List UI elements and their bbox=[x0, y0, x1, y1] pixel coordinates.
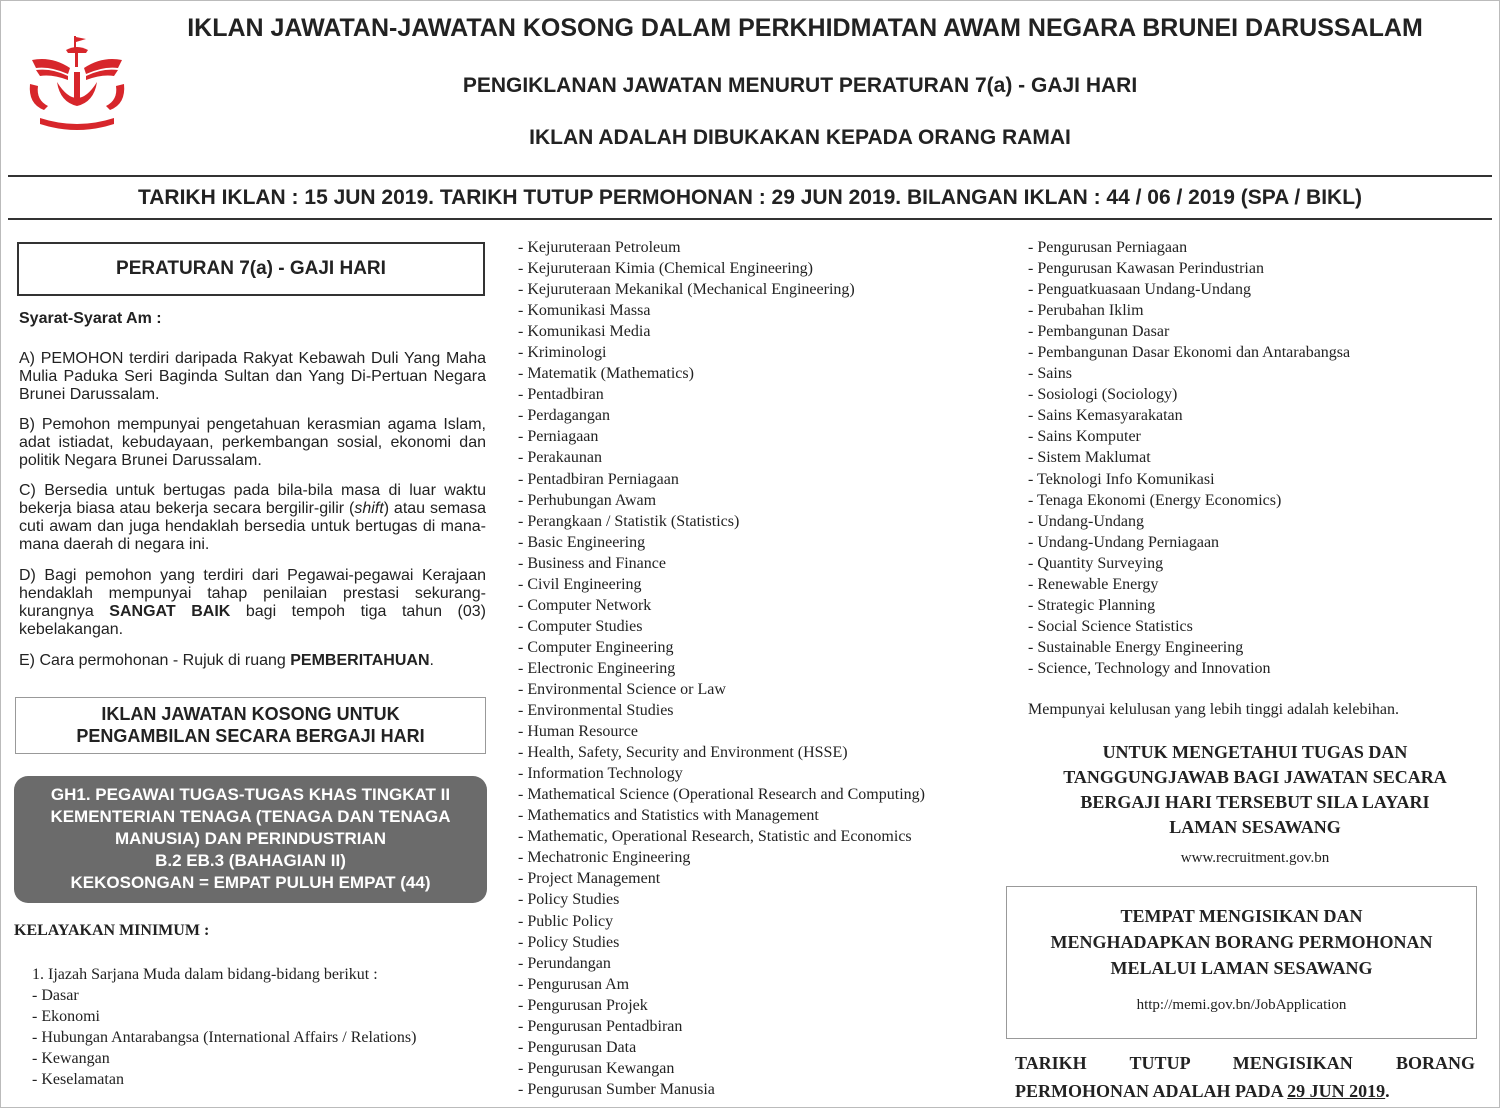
list-item: - Information Technology bbox=[518, 765, 683, 783]
regulation-box: PERATURAN 7(a) - GAJI HARI bbox=[17, 242, 485, 296]
list-item: - Pengurusan Perniagaan bbox=[1028, 239, 1188, 256]
list-item: - Pengurusan Data bbox=[518, 1038, 637, 1056]
position-line: KEMENTERIAN TENAGA (TENAGA DAN TENAGA bbox=[50, 807, 451, 826]
list-item: - Sustainable Energy Engineering bbox=[1028, 638, 1244, 656]
list-item: - Mathematics and Statistics with Management bbox=[518, 807, 819, 825]
list-item: - Pengurusan Kawasan Perindustrian bbox=[1028, 260, 1264, 278]
vacancy-notice-line-2: PENGAMBILAN SECARA BERGAJI HARI bbox=[76, 726, 425, 746]
position-line: B.2 EB.3 (BAHAGIAN II) bbox=[155, 851, 346, 870]
list-item: - Pengurusan Projek bbox=[518, 996, 648, 1014]
list-item: - Basic Engineering bbox=[518, 533, 646, 551]
list-item: - Social Science Statistics bbox=[1028, 617, 1193, 635]
qualification-list-left bbox=[14, 964, 416, 1090]
list-item: - Pentadbiran bbox=[518, 386, 604, 404]
requirement-d-text-1: D) Bagi pemohon yang terdiri dari Pegawai-pegawai Kerajaan hendaklah mempunyai tahap penilaian prestasi sekurang-kurangnya bbox=[19, 567, 486, 620]
list-item: - Mechatronic Engineering bbox=[518, 849, 691, 867]
list-item: - Environmental Science or Law bbox=[518, 680, 726, 698]
position-line: KEKOSONGAN = EMPAT PULUH EMPAT (44) bbox=[70, 873, 431, 892]
list-item: - Human Resource bbox=[518, 723, 638, 741]
duties-info-line: UNTUK MENGETAHUI TUGAS DAN bbox=[1102, 742, 1408, 762]
brunei-crest-icon bbox=[22, 34, 132, 134]
application-box-line: MENGHADAPKAN BORANG PERMOHONAN bbox=[1050, 932, 1433, 952]
page-subtitle-public: IKLAN ADALAH DIBUKAKAN KEPADA ORANG RAMAI bbox=[529, 126, 1071, 149]
list-item: - Strategic Planning bbox=[1028, 596, 1156, 614]
list-intro: 1. Ijazah Sarjana Muda dalam bidang-bidang berikut : bbox=[32, 966, 378, 983]
requirement-d-bold: SANGAT BAIK bbox=[109, 603, 231, 620]
requirement-e bbox=[19, 652, 486, 670]
list-item: - Pentadbiran Perniagaan bbox=[518, 470, 679, 488]
list-item: - Tenaga Ekonomi (Energy Economics) bbox=[1028, 491, 1282, 509]
requirement-a: A) PEMOHON terdiri daripada Rakyat Kebawah Duli Yang Maha Mulia Paduka Seri Baginda Sultan dan Yang Di-Pertuan Negara Brunei Darussalam. bbox=[19, 350, 486, 403]
duties-info-line: BERGAJI HARI TERSEBUT SILA LAYARI bbox=[1080, 792, 1430, 812]
closing-notice-suffix: . bbox=[1385, 1081, 1390, 1101]
list-item: - Sains Komputer bbox=[1028, 428, 1141, 446]
minimum-qualification-heading: KELAYAKAN MINIMUM : bbox=[14, 922, 210, 939]
requirement-c-italic: shift bbox=[354, 500, 384, 517]
list-item: - Perangkaan / Statistik (Statistics) bbox=[518, 512, 740, 530]
list-item: - Pengurusan Kewangan bbox=[518, 1059, 675, 1077]
recruitment-website-link[interactable]: www.recruitment.gov.bn bbox=[1180, 850, 1330, 866]
duties-info-line: LAMAN SESAWANG bbox=[1169, 817, 1341, 837]
vacancy-notice-line-1: IKLAN JAWATAN KOSONG UNTUK bbox=[101, 704, 400, 724]
list-item: - Sains bbox=[1028, 365, 1072, 383]
list-item: - Perhubungan Awam bbox=[518, 491, 657, 509]
list-item: - Quantity Surveying bbox=[1028, 554, 1164, 572]
list-item: - Perubahan Iklim bbox=[1028, 302, 1144, 320]
list-item: - Pembangunan Dasar bbox=[1028, 323, 1170, 341]
list-item: - Kewangan bbox=[32, 1050, 110, 1067]
list-item: - Sistem Maklumat bbox=[1028, 449, 1151, 467]
closing-date-notice bbox=[1015, 1049, 1475, 1105]
list-item: - Mathematical Science (Operational Research and Computing) bbox=[518, 786, 925, 804]
list-item: - Renewable Energy bbox=[1028, 575, 1159, 593]
application-box-line: MELALUI LAMAN SESAWANG bbox=[1110, 958, 1373, 978]
duties-info-line: TANGGUNGJAWAB BAGI JAWATAN SECARA bbox=[1063, 767, 1447, 787]
list-item: - Ekonomi bbox=[32, 1008, 100, 1025]
list-item: - Pengurusan Pentadbiran bbox=[518, 1017, 683, 1035]
advert-dates: TARIKH IKLAN : 15 JUN 2019. TARIKH TUTUP PERMOHONAN : 29 JUN 2019. BILANGAN IKLAN : 44 / 06 / 2019 (SPA / BIKL) bbox=[137, 186, 1363, 209]
list-item: - Penguatkuasaan Undang-Undang bbox=[1028, 281, 1252, 299]
list-item: - Dasar bbox=[32, 987, 79, 1004]
qualification-list-right bbox=[1028, 237, 1350, 679]
duties-info-block bbox=[1015, 740, 1495, 840]
list-item: - Science, Technology and Innovation bbox=[1028, 659, 1271, 677]
list-item: - Keselamatan bbox=[32, 1071, 124, 1088]
list-item: - Computer Engineering bbox=[518, 638, 674, 656]
list-item: - Health, Safety, Security and Environment (HSSE) bbox=[518, 744, 848, 762]
list-item: - Pengurusan Sumber Manusia bbox=[518, 1080, 715, 1098]
requirement-d bbox=[19, 567, 486, 639]
list-item: - Undang-Undang bbox=[1028, 512, 1144, 530]
list-item: - Hubungan Antarabangsa (International Affairs / Relations) bbox=[32, 1029, 417, 1046]
qualification-list-middle bbox=[518, 237, 925, 1100]
list-item: - Sosiologi (Sociology) bbox=[1028, 386, 1178, 404]
position-line: GH1. PEGAWAI TUGAS-TUGAS KHAS TINGKAT II bbox=[50, 785, 451, 804]
list-item: - Mathematic, Operational Research, Statistic and Economics bbox=[518, 828, 912, 846]
requirement-c-text-1: C) Bersedia untuk bertugas pada bila-bila masa di luar waktu bekerja biasa atau bekerja secara bergilir-gilir ( bbox=[19, 482, 486, 517]
closing-notice-prefix: PERMOHONAN ADALAH PADA bbox=[1015, 1081, 1288, 1101]
position-line: MANUSIA) DAN PERINDUSTRIAN bbox=[114, 829, 387, 848]
general-requirements-heading: Syarat-Syarat Am : bbox=[19, 310, 162, 327]
list-item: - Teknologi Info Komunikasi bbox=[1028, 470, 1215, 488]
application-box bbox=[1006, 886, 1477, 1039]
vacancy-notice-box bbox=[15, 697, 486, 754]
divider-bottom bbox=[8, 218, 1492, 220]
list-item: - Undang-Undang Perniagaan bbox=[1028, 533, 1220, 551]
requirement-c-text-2: ) atau semasa cuti awam dan juga hendaklah bersedia untuk bertugas di mana-mana daerah di negara ini. bbox=[19, 500, 486, 553]
list-item: - Komunikasi Media bbox=[518, 323, 651, 341]
list-item: - Policy Studies bbox=[518, 933, 620, 951]
list-item: - Policy Studies bbox=[518, 891, 620, 909]
list-item: - Kejuruteraan Petroleum bbox=[518, 239, 681, 256]
higher-qualification-note: Mempunyai kelulusan yang lebih tinggi adalah kelebihan. bbox=[1028, 701, 1400, 718]
closing-date: 29 JUN 2019 bbox=[1287, 1081, 1386, 1101]
requirement-e-text-2: . bbox=[429, 652, 434, 669]
list-item: - Civil Engineering bbox=[518, 575, 642, 593]
list-item: - Perakaunan bbox=[518, 449, 602, 467]
list-item: - Kejuruteraan Kimia (Chemical Engineering) bbox=[518, 260, 813, 278]
requirement-e-bold: PEMBERITAHUAN bbox=[290, 652, 430, 669]
list-item: - Matematik (Mathematics) bbox=[518, 365, 694, 383]
requirement-e-text-1: E) Cara permohonan - Rujuk di ruang bbox=[19, 652, 291, 669]
page-subtitle-regulation: PENGIKLANAN JAWATAN MENURUT PERATURAN 7(a) - GAJI HARI bbox=[462, 74, 1138, 97]
job-application-link[interactable]: http://memi.gov.bn/JobApplication bbox=[1136, 997, 1347, 1013]
list-item: - Komunikasi Massa bbox=[518, 302, 651, 320]
page-title: IKLAN JAWATAN-JAWATAN KOSONG DALAM PERKHIDMATAN AWAM NEGARA BRUNEI DARUSSALAM bbox=[187, 14, 1423, 42]
divider-top bbox=[8, 175, 1492, 177]
list-item: - Pembangunan Dasar Ekonomi dan Antarabangsa bbox=[1028, 344, 1351, 362]
list-item: - Computer Studies bbox=[518, 617, 643, 635]
list-item: - Business and Finance bbox=[518, 554, 666, 572]
list-item: - Project Management bbox=[518, 870, 661, 888]
application-box-line: TEMPAT MENGISIKAN DAN bbox=[1120, 906, 1363, 926]
list-item: - Kejuruteraan Mekanikal (Mechanical Engineering) bbox=[518, 281, 855, 299]
closing-notice-line-1: TARIKH TUTUP MENGISIKAN BORANG bbox=[1015, 1053, 1475, 1073]
list-item: - Pengurusan Am bbox=[518, 975, 630, 993]
requirement-c bbox=[19, 482, 486, 554]
list-item: - Sains Kemasyarakatan bbox=[1028, 407, 1183, 425]
list-item: - Computer Network bbox=[518, 596, 652, 614]
list-item: - Public Policy bbox=[518, 912, 614, 930]
list-item: - Perdagangan bbox=[518, 407, 610, 425]
list-item: - Perundangan bbox=[518, 954, 611, 972]
list-item: - Perniagaan bbox=[518, 428, 599, 446]
requirement-b: B) Pemohon mempunyai pengetahuan kerasmian agama Islam, adat istiadat, kebudayaan, perkembangan sosial, ekonomi dan politik Negara Brunei Darussalam. bbox=[19, 416, 486, 469]
requirement-d-text-2: bagi tempoh tiga tahun (03) kebelakangan. bbox=[19, 603, 486, 638]
list-item: - Environmental Studies bbox=[518, 702, 674, 720]
position-box bbox=[14, 776, 487, 903]
application-box-title bbox=[1007, 903, 1476, 981]
list-item: - Electronic Engineering bbox=[518, 659, 676, 677]
list-item: - Kriminologi bbox=[518, 344, 607, 362]
